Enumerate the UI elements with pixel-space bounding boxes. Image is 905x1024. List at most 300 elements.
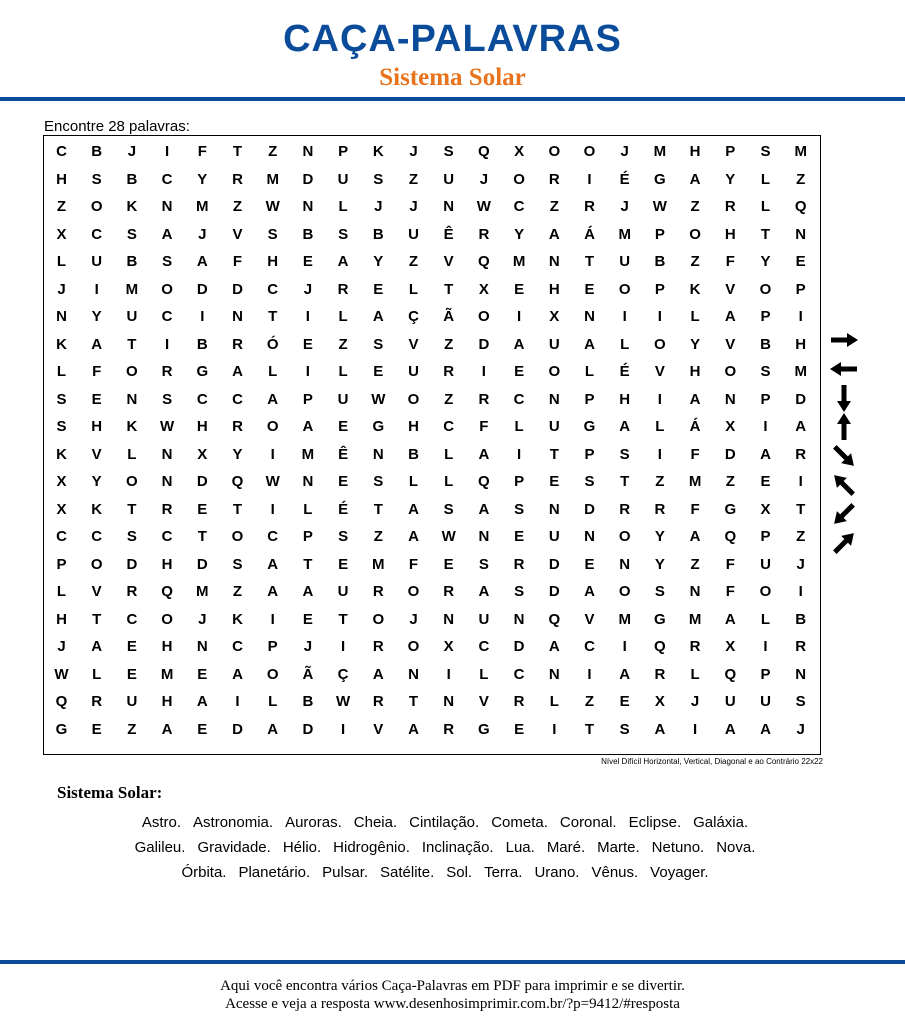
grid-letter: O [231, 528, 244, 545]
grid-letter: R [91, 693, 103, 710]
grid-letter: R [478, 390, 490, 408]
grid-letter: A [302, 583, 314, 600]
word-list-item: Galileu. [134, 839, 186, 856]
grid-letter: O [618, 280, 631, 298]
grid-letter: V [91, 445, 102, 463]
grid-letter: Z [584, 693, 595, 710]
grid-letter: K [56, 445, 67, 463]
grid-letter: X [514, 143, 525, 160]
grid-letter: S [619, 720, 630, 738]
grid-letter: D [724, 445, 736, 463]
grid-letter: H [548, 280, 560, 298]
grid-letter: S [619, 445, 630, 463]
grid-letter: N [689, 583, 701, 600]
grid-letter: A [161, 720, 173, 738]
grid-letter: Ó [266, 335, 279, 353]
grid-letter: P [760, 528, 771, 545]
grid-letter: R [126, 583, 138, 600]
grid-letter: Q [478, 253, 490, 270]
grid-letter: M [618, 610, 631, 628]
grid-letter: O [407, 638, 420, 655]
grid-letter: P [302, 390, 313, 408]
grid-letter: T [338, 610, 348, 628]
grid-letter: T [232, 500, 243, 518]
grid-letter: I [305, 308, 310, 325]
grid-letter: B [795, 610, 807, 628]
grid-letter: S [654, 583, 665, 600]
grid-letter: Z [56, 198, 67, 215]
grid-letter: M [301, 445, 315, 463]
grid-letter: I [270, 445, 275, 463]
grid-letter: F [479, 418, 489, 435]
grid-letter: Z [444, 335, 454, 353]
grid-letter: R [654, 500, 666, 518]
grid-letter: A [478, 583, 490, 600]
grid-letter: G [55, 720, 68, 738]
grid-letter: Y [197, 170, 208, 188]
grid-letter: P [654, 280, 665, 298]
grid-letter: M [688, 610, 702, 628]
grid-letter: J [409, 143, 418, 160]
grid-letter: J [796, 555, 805, 573]
grid-letter: C [161, 308, 173, 325]
grid-letter: Q [654, 638, 666, 655]
grid-letter: A [724, 610, 736, 628]
word-list-item: Eclipse. [628, 814, 682, 831]
grid-letter: J [303, 280, 313, 298]
grid-letter: P [338, 143, 349, 160]
grid-letter: V [408, 335, 419, 353]
word-search-grid [43, 135, 821, 755]
grid-letter: I [587, 665, 592, 683]
grid-letter: J [198, 610, 207, 628]
grid-letter: S [373, 473, 384, 490]
grid-letter: L [338, 198, 348, 215]
word-list-item: Órbita. [181, 864, 227, 881]
grid-letter: A [689, 390, 701, 408]
grid-letter: A [724, 720, 736, 738]
grid-letter: R [795, 445, 807, 463]
grid-letter: C [232, 638, 243, 655]
grid-letter: E [795, 253, 806, 270]
grid-letter: J [620, 198, 629, 215]
grid-letter: F [725, 583, 735, 600]
grid-letter: G [372, 418, 385, 435]
grid-letter: D [513, 638, 525, 655]
grid-letter: D [795, 390, 807, 408]
grid-letter: C [56, 143, 67, 160]
word-list-item: Cintilação. [409, 814, 480, 831]
grid-letter: N [232, 308, 243, 325]
grid-letter: N [795, 665, 807, 683]
grid-letter: A [548, 638, 560, 655]
grid-letter: E [514, 720, 525, 738]
grid-letter: F [408, 555, 419, 573]
grid-letter: Á [584, 225, 595, 243]
instructions: Encontre 28 palavras: [44, 118, 190, 135]
grid-letter: R [513, 555, 525, 573]
grid-letter: O [266, 665, 279, 683]
grid-letter: Z [373, 528, 383, 545]
arrow-down-left-icon [829, 500, 858, 529]
grid-letter: Y [232, 445, 243, 463]
grid-letter: Y [760, 253, 771, 270]
word-list-item: Urano. [534, 864, 580, 881]
grid-letter: Z [796, 170, 806, 188]
grid-letter: R [548, 170, 560, 188]
header-rule [0, 97, 905, 101]
grid-letter: I [270, 500, 275, 518]
arrow-up-right-icon [830, 528, 859, 557]
footer-link-text: Acesse e veja a resposta www.desenhosimprimir.com.br/?p=9412/#resposta [225, 996, 680, 1012]
grid-letter: V [232, 225, 243, 243]
grid-letter: M [266, 170, 279, 188]
grid-letter: W [265, 198, 280, 215]
grid-letter: Y [91, 473, 102, 490]
grid-letter: A [267, 555, 279, 573]
grid-letter: K [126, 198, 138, 215]
grid-letter: M [618, 225, 631, 243]
grid-letter: B [196, 335, 208, 353]
grid-letter: L [127, 445, 137, 463]
grid-letter: J [796, 720, 805, 738]
grid-letter: O [478, 308, 490, 325]
grid-letter: T [373, 500, 383, 518]
grid-letter: J [57, 280, 66, 298]
grid-letter: L [338, 363, 348, 380]
grid-letter: C [478, 638, 490, 655]
grid-letter: A [161, 225, 173, 243]
grid-letter: F [690, 500, 700, 518]
grid-letter: T [268, 308, 278, 325]
grid-letter: Y [514, 225, 525, 243]
grid-letter: X [725, 638, 736, 655]
grid-letter: E [91, 390, 102, 408]
grid-letter: I [341, 638, 346, 655]
grid-letter: U [548, 418, 560, 435]
grid-letter: E [126, 638, 137, 655]
grid-letter: Z [690, 253, 700, 270]
grid-letter: B [126, 170, 138, 188]
grid-letter: P [795, 280, 806, 298]
grid-letter: T [408, 693, 419, 710]
grid-letter: N [196, 638, 208, 655]
grid-letter: N [548, 253, 560, 270]
grid-letter: H [267, 253, 279, 270]
grid-letter: G [654, 610, 666, 628]
grid-letter: T [127, 500, 137, 518]
grid-letter: E [619, 693, 630, 710]
grid-letter: S [56, 418, 67, 435]
arrow-up-icon [837, 413, 851, 440]
grid-letter: U [337, 390, 349, 408]
grid-letter: L [56, 583, 67, 600]
word-list-item: Cheia. [353, 814, 398, 831]
grid-letter: R [443, 720, 455, 738]
grid-letter: O [90, 555, 103, 573]
grid-letter: O [759, 280, 772, 298]
grid-letter: A [337, 253, 349, 270]
grid-letter: Z [338, 335, 348, 353]
grid-letter: N [302, 198, 314, 215]
grid-letter: T [584, 720, 595, 738]
grid-letter: I [517, 445, 522, 463]
grid-letter: L [549, 693, 559, 710]
grid-letter: C [513, 390, 525, 408]
grid-letter: I [305, 363, 310, 380]
grid-letter: N [584, 308, 595, 325]
grid-letter: B [760, 335, 771, 353]
grid-letter: A [408, 528, 419, 545]
grid-letter: L [479, 665, 489, 683]
grid-letter: I [622, 638, 627, 655]
grid-letter: P [725, 143, 736, 160]
grid-letter: O [724, 363, 737, 380]
grid-letter: G [583, 418, 596, 435]
grid-letter: N [302, 473, 314, 490]
grid-letter: H [161, 638, 173, 655]
footer-text: Aqui você encontra vários Caça-Palavras em PDF para imprimir e se divertir. [220, 978, 685, 994]
grid-letter: Ã [443, 308, 455, 325]
grid-letter: T [796, 500, 806, 518]
grid-letter: L [408, 473, 419, 490]
page-title: CAÇA-PALAVRAS [283, 18, 622, 60]
grid-letter: R [232, 418, 243, 435]
grid-letter: Q [478, 473, 490, 490]
word-list-item: Pulsar. [322, 864, 369, 881]
grid-letter: H [161, 693, 173, 710]
grid-letter: O [161, 280, 173, 298]
grid-letter: B [302, 693, 314, 710]
grid-letter: D [196, 555, 208, 573]
grid-letter: B [126, 253, 138, 270]
grid-letter: I [763, 638, 768, 655]
grid-letter: I [587, 170, 592, 188]
grid-letter: S [373, 335, 384, 353]
grid-letter: A [232, 665, 243, 683]
grid-letter: P [584, 445, 595, 463]
grid-letter: A [267, 390, 279, 408]
grid-letter: O [407, 583, 420, 600]
grid-letter: I [165, 143, 170, 160]
grid-letter: I [693, 720, 698, 738]
grid-letter: Ê [443, 225, 454, 243]
grid-letter: J [303, 638, 313, 655]
grid-letter: S [338, 528, 349, 545]
grid-letter: U [408, 363, 419, 380]
grid-letter: T [549, 445, 559, 463]
grid-letter: U [408, 225, 419, 243]
grid-letter: E [197, 720, 208, 738]
grid-letter: K [91, 500, 103, 518]
grid-letter: N [443, 610, 455, 628]
grid-letter: Y [725, 170, 736, 188]
grid-letter: L [760, 610, 771, 628]
grid-letter: I [235, 693, 240, 710]
grid-letter: A [196, 253, 208, 270]
grid-letter: F [232, 253, 243, 270]
grid-letter: E [338, 473, 349, 490]
grid-letter: L [760, 198, 771, 215]
grid-letter: B [302, 225, 314, 243]
grid-letter: P [654, 225, 665, 243]
grid-letter: H [619, 390, 631, 408]
grid-letter: X [654, 693, 665, 710]
grid-letter: M [125, 280, 139, 298]
grid-letter: D [302, 170, 314, 188]
grid-letter: R [689, 638, 701, 655]
grid-letter: O [583, 143, 596, 160]
word-list-item: Gravidade. [197, 839, 271, 856]
grid-letter: O [161, 610, 173, 628]
grid-letter: Y [690, 335, 701, 353]
grid-letter: D [196, 280, 208, 298]
grid-letter: E [760, 473, 771, 490]
grid-letter: U [126, 308, 138, 325]
grid-letter: X [197, 445, 208, 463]
grid-letter: D [126, 555, 138, 573]
grid-letter: F [690, 445, 700, 463]
grid-letter: A [372, 665, 384, 683]
grid-letter: U [91, 253, 103, 270]
grid-letter: C [56, 528, 67, 545]
grid-letter: E [549, 473, 560, 490]
grid-letter: P [760, 665, 771, 683]
grid-letter: L [584, 363, 595, 380]
grid-letter: V [373, 720, 384, 738]
grid-letter: W [336, 693, 351, 710]
grid-letter: B [654, 253, 666, 270]
grid-letter: P [267, 638, 278, 655]
grid-letter: É [338, 500, 349, 518]
grid-letter: P [302, 528, 313, 545]
word-list-item: Lua. [505, 839, 535, 856]
grid-letter: N [302, 143, 314, 160]
grid-letter: R [161, 500, 173, 518]
grid-letter: T [232, 143, 243, 160]
grid-letter: L [303, 500, 313, 518]
grid-letter: M [372, 555, 385, 573]
grid-letter: Z [549, 198, 559, 215]
grid-letter: S [338, 225, 349, 243]
grid-letter: V [584, 610, 595, 628]
arrow-left-icon [830, 362, 857, 376]
grid-letter: W [160, 418, 175, 435]
word-list [40, 810, 850, 885]
grid-letter: S [91, 170, 102, 188]
grid-letter: L [690, 665, 700, 683]
grid-letter: Q [548, 610, 561, 628]
grid-letter: M [160, 665, 174, 683]
grid-letter: N [161, 198, 173, 215]
grid-letter: Ã [302, 665, 314, 683]
word-list-item: Coronal. [559, 814, 617, 831]
grid-letter: J [374, 198, 383, 215]
grid-letter: X [549, 308, 560, 325]
grid-letter: U [619, 253, 631, 270]
word-list-line [40, 810, 850, 835]
grid-letter: X [56, 225, 67, 243]
grid-letter: M [196, 198, 209, 215]
grid-letter: H [689, 363, 701, 380]
grid-letter: D [232, 720, 243, 738]
grid-letter: L [56, 363, 67, 380]
grid-letter: C [443, 418, 455, 435]
word-list-item: Hélio. [282, 839, 322, 856]
grid-letter: S [795, 693, 806, 710]
grid-letter: K [126, 418, 138, 435]
grid-letter: D [548, 583, 560, 600]
grid-letter: N [443, 198, 455, 215]
grid-letter: N [513, 610, 525, 628]
grid-letter: L [514, 418, 524, 435]
grid-letter: M [794, 143, 807, 160]
grid-letter: U [724, 693, 736, 710]
grid-letter: A [196, 693, 208, 710]
grid-letter: Z [655, 473, 665, 490]
grid-letter: H [795, 335, 807, 353]
grid-letter: E [197, 665, 208, 683]
word-list-item: Voyager. [650, 864, 709, 881]
grid-letter: S [56, 390, 67, 408]
grid-letter: Q [478, 143, 490, 160]
grid-letter: O [266, 418, 279, 435]
grid-letter: L [620, 335, 630, 353]
grid-letter: E [514, 363, 525, 380]
grid-letter: R [372, 693, 384, 710]
grid-letter: L [56, 253, 67, 270]
grid-letter: R [232, 170, 243, 188]
grid-letter: M [688, 473, 702, 490]
grid-letter: N [56, 308, 67, 325]
grid-letter: A [584, 583, 595, 600]
grid-letter: D [232, 280, 243, 298]
grid-letter: Á [689, 418, 701, 435]
grid-letter: I [763, 418, 768, 435]
word-list-item: Marte. [597, 839, 640, 856]
grid-letter: F [725, 253, 735, 270]
direction-legend [826, 330, 866, 560]
word-list-item: Galáxia. [693, 814, 749, 831]
grid-letter: S [584, 473, 595, 490]
grid-letter: O [126, 363, 138, 380]
grid-letter: T [197, 528, 207, 545]
grid-letter: H [408, 418, 419, 435]
grid-letter: V [725, 280, 736, 298]
grid-letter: C [91, 528, 103, 545]
grid-letter: I [657, 308, 662, 325]
grid-letter: O [618, 583, 631, 600]
grid-letter: F [725, 555, 735, 573]
grid-letter: E [338, 555, 349, 573]
grid-letter: J [409, 198, 418, 215]
grid-letter: A [689, 528, 701, 545]
grid-letter: C [267, 280, 279, 298]
grid-letter: P [514, 473, 525, 490]
grid-letter: I [446, 665, 451, 683]
grid-letter: I [798, 308, 803, 325]
grid-letter: I [657, 390, 662, 408]
grid-letter: D [584, 500, 595, 518]
grid-letter: J [127, 143, 137, 160]
word-list-item: Hidrogênio. [333, 839, 410, 856]
grid-letter: A [372, 308, 384, 325]
grid-letter: H [196, 418, 208, 435]
grid-letter: O [90, 198, 103, 215]
grid-letter: C [126, 610, 138, 628]
grid-letter: V [654, 363, 665, 380]
grid-letter: Z [444, 390, 454, 408]
